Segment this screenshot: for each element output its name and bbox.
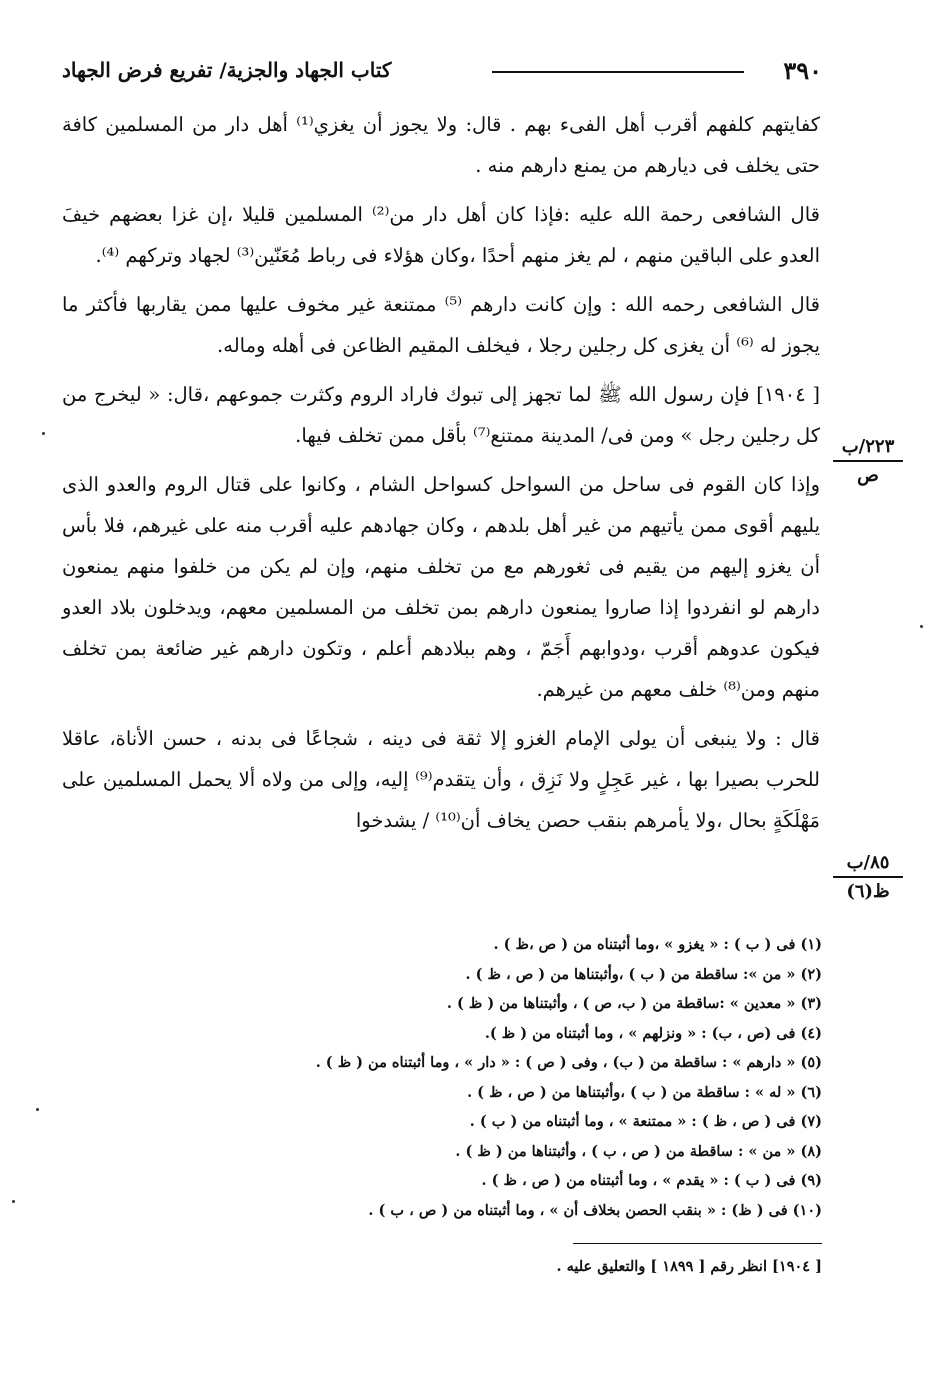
footnote: (١) فى ( ب ) : « يغزو » ،وما أثبتناه من ( ص ،ظ ) . <box>493 936 822 953</box>
footnote: (٤) فى (ص ، ب) : « ونزلهم » ، وما أثبتناه من ( ظ ). <box>484 1024 822 1042</box>
margin-note <box>833 852 903 902</box>
footnote: (١٠) فى ( ظ) : « بنقب الحصن بخلاف أن » ، وما أثبتناه من ( ص ، ب ) . <box>368 1201 822 1219</box>
footnote-separator <box>573 1243 822 1244</box>
footnote: (٢) « من »: ساقطة من ( ب ) ،وأثبتناها من ( ص ، ظ ) . <box>465 965 822 983</box>
footnote: (٥) « دارهم » : ساقطة من ( ب) ، وفى ( ص ) : « دار » ، وما أثبتناه من ( ظ ) . <box>315 1054 822 1071</box>
margin-note-bottom: ظ(٦) <box>846 881 890 902</box>
margin-note-bottom: ص <box>857 465 879 486</box>
page-number: ٣٩٠ <box>783 56 822 85</box>
footnote: (٦) « له » : ساقطة من ( ب ) ،وأثبتناها من ( ص ، ظ ) . <box>467 1083 822 1101</box>
margin-note-rule <box>833 460 903 462</box>
scan-speck <box>12 1200 15 1203</box>
footnote: (٨) « من » : ساقطة من ( ص ، ب ) ، وأثبتناها من ( ظ ) . <box>455 1142 822 1160</box>
paragraph: وإذا كان القوم فى ساحل من السواحل كسواحل الشام ، وكانوا على قتال الروم والعدو الذى يليهم أقوى ممن يأتيهم من غير أهل بلدهم ، وكان جهادهم عليه أقرب منه على غيرهم، فلا بأس أن يغزو إليهم من يقيم فى ثغورهم مع من تخلف منهم، وإن لم يكن من خلفوا منهم يمنعون دارهم لو انفردوا إذا صاروا يمنعون دارهم بمن تخلف من المسلمين معهم، ويدخلون بلاد العدو فيكون عدوهم أقرب ،ودوابهم أَجَمّ ، وهم ببلادهم أعلم ، وتكون دارهم غير ضائعة بمن تخلف منهم ومن⁽⁸⁾ خلف معهم من غيرهم. <box>62 473 820 701</box>
margin-note-rule <box>833 876 903 878</box>
paragraph: قال الشافعى رحمه الله : وإن كانت دارهم ⁽⁵⁾ ممتنعة غير مخوف عليها ممن يقاربها فأكثر ما يجوز له ⁽⁶⁾ أن يغزى كل رجلين رجلا ، فيخلف المقيم الظاعن فى أهله وماله. <box>62 293 820 357</box>
footnote: (٩) فى ( ب ) : « يقدم » ، وما أثبتناه من ( ص ، ظ ) . <box>481 1172 822 1189</box>
footnote: (٣) « معدين » :ساقطة من ( ب، ص ) ، وأثبتناها من ( ظ ) . <box>446 995 822 1012</box>
margin-note <box>833 436 903 486</box>
running-title: كتاب الجهاد والجزية/ تفريع فرض الجهاد <box>62 58 392 82</box>
scan-speck <box>36 1108 39 1111</box>
footnotes <box>80 930 822 1225</box>
scan-speck <box>42 432 45 435</box>
margin-note-top: ٢٢٣/ب <box>841 436 895 457</box>
margin-note-top: ٨٥/ب <box>846 852 890 873</box>
page-header <box>62 56 822 88</box>
scan-speck <box>920 625 923 628</box>
header-rule <box>492 71 744 73</box>
reference-note: [ ١٩٠٤] انظر رقم [ ١٨٩٩ ] والتعليق عليه . <box>556 1258 822 1275</box>
paragraph: قال الشافعى رحمة الله عليه :فإذا كان أهل دار من⁽²⁾ المسلمين قليلا ،إن غزا بعضهم خيفَ العدو على الباقين منهم ، لم يغز منهم أحدًا ،وكان هؤلاء فى رباط مُعَنّين⁽³⁾ لجهاد وتركهم ⁽⁴⁾. <box>62 203 820 267</box>
footnote: (٧) فى ( ص ، ظ ) : « ممتنعة » ، وما أثبتناه من ( ب ) . <box>469 1113 822 1130</box>
paragraph: كفايتهم كلفهم أقرب أهل الفىء بهم . قال: ولا يجوز أن يغزي⁽¹⁾ أهل دار من المسلمين كافة حتى يخلف فى ديارهم من يمنع دارهم منه . <box>62 113 821 177</box>
main-text <box>62 104 820 849</box>
paragraph: قال : ولا ينبغى أن يولى الإمام الغزو إلا ثقة فى دينه ، شجاعًا فى بدنه ، حسن الأناة، عاقلا للحرب بصيرا بها ، غير عَجِلٍ ولا نَزِق ، وأن يتقدم⁽⁹⁾ إليه، وإلى من ولاه ألا يحمل المسلمين على مَهْلَكَةٍ بحال ،ولا يأمرهم بنقب حصن يخاف أن⁽¹⁰⁾ / يشدخوا <box>62 727 820 832</box>
paragraph: [ ١٩٠٤] فإن رسول الله ﷺ لما تجهز إلى تبوك فاراد الروم وكثرت جموعهم ،قال: « ليخرج من كل رجلين رجل » ومن فى/ المدينة ممتنع⁽⁷⁾ بأقل ممن تخلف فيها. <box>62 383 820 447</box>
